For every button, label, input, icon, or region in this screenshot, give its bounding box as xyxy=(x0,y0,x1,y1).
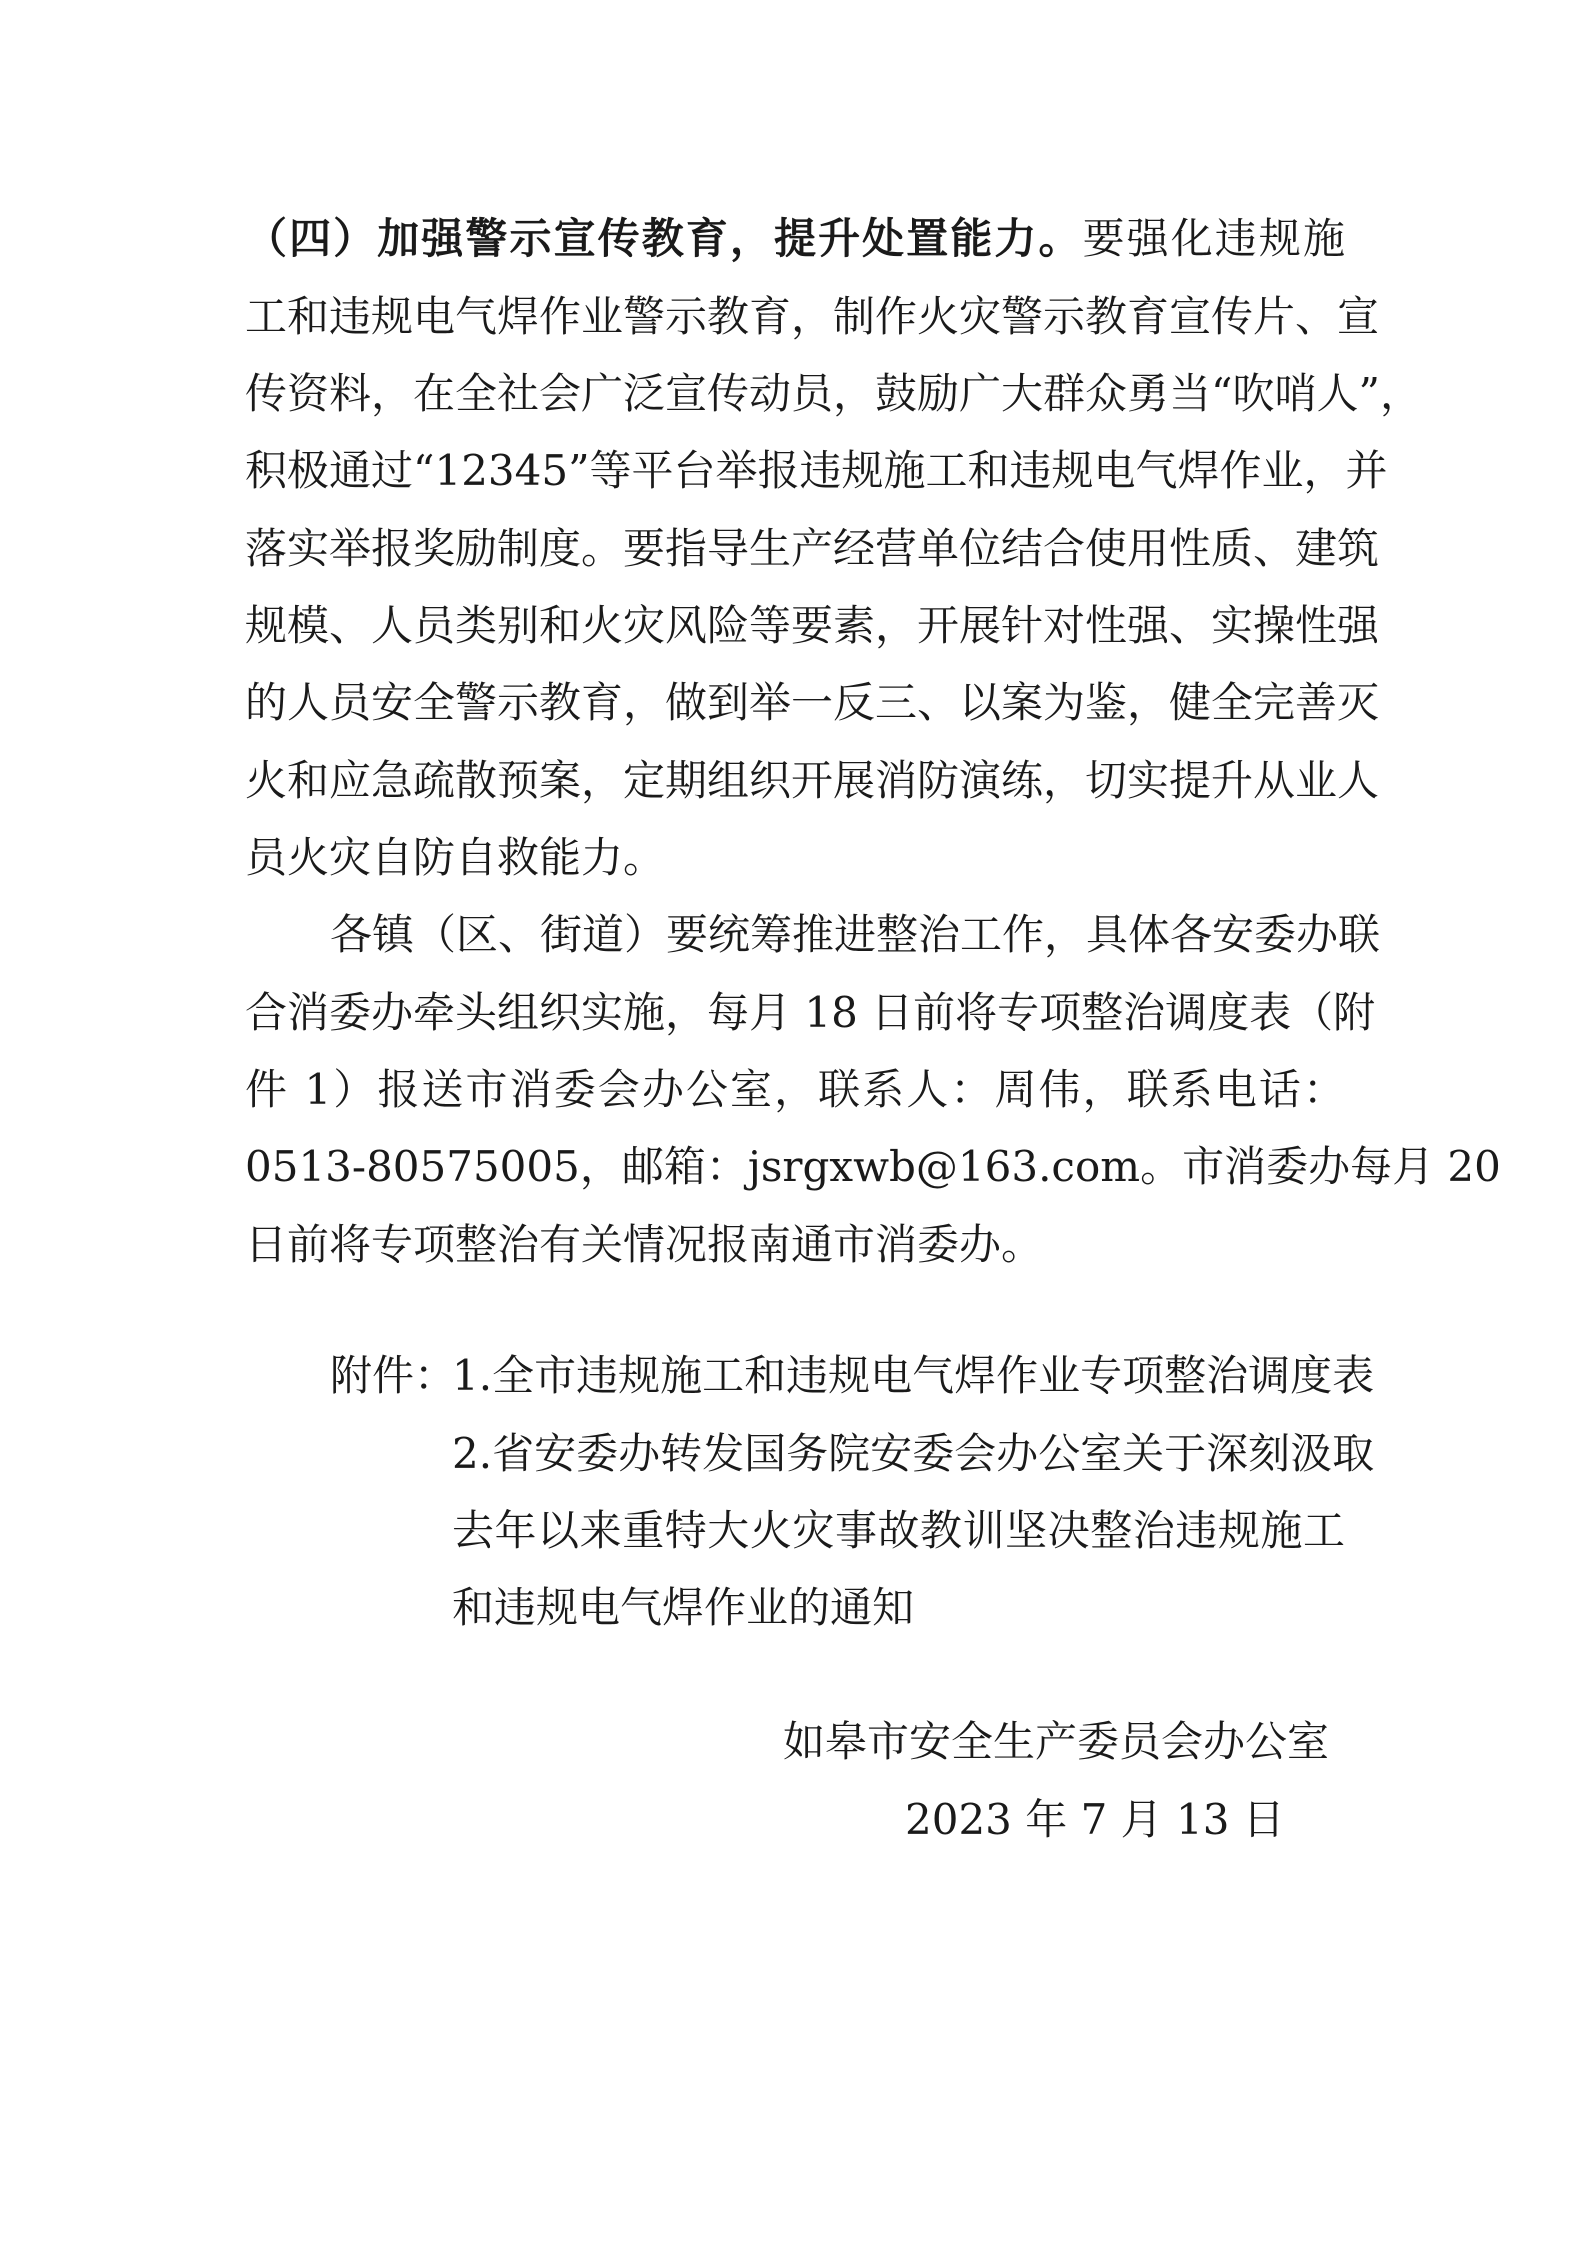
para5-line-4: 0513-80575005，邮箱：jsrgxwb@163.com。市消委办每月 20 xyxy=(245,1142,1501,1191)
para4-line-2: 工和违规电气焊作业警示教育，制作火灾警示教育宣传片、宣 xyxy=(245,292,1380,341)
para4-line-6: 规模、人员类别和火灾风险等要素，开展针对性强、实操性强 xyxy=(245,601,1380,650)
attachment-item-1: 1.全市违规施工和违规电气焊作业专项整治调度表 xyxy=(452,1351,1375,1400)
para4-line-7: 的人员安全警示教育，做到举一反三、以案为鉴，健全完善灭 xyxy=(245,678,1380,727)
para5-line-1: 各镇（区、街道）要统筹推进整治工作，具体各安委办联 xyxy=(330,910,1381,959)
para4-line-9: 员火灾自防自救能力。 xyxy=(245,833,666,882)
issuing-organization: 如皋市安全生产委员会办公室 xyxy=(783,1717,1330,1766)
attachment-item-2-line-1: 2.省安委办转发国务院安委会办公室关于深刻汲取 xyxy=(452,1429,1375,1478)
attachment-item-2-line-2: 去年以来重特大火灾事故教训坚决整治违规施工 xyxy=(452,1506,1345,1555)
para4-line-8: 火和应急疏散预案，定期组织开展消防演练，切实提升从业人 xyxy=(245,756,1380,805)
para5-line-3: 件 1）报送市消委会办公室，联系人：周伟，联系电话： xyxy=(245,1065,1345,1114)
para5-line-5: 日前将专项整治有关情况报南通市消委办。 xyxy=(245,1220,1044,1269)
attachments-label: 附件： xyxy=(330,1351,457,1400)
para4-line-1 xyxy=(245,214,1345,263)
para4-heading: （四）加强警示宣传教育，提升处置能力。 xyxy=(245,214,1083,263)
para4-line1-rest: 要强化违规施 xyxy=(1082,214,1345,263)
para4-line-5: 落实举报奖励制度。要指导生产经营单位结合使用性质、建筑 xyxy=(245,524,1380,573)
issue-date: 2023 年 7 月 13 日 xyxy=(905,1795,1285,1844)
para4-line-4: 积极通过“12345”等平台举报违规施工和违规电气焊作业，并 xyxy=(245,446,1388,495)
attachment-item-2-line-3: 和违规电气焊作业的通知 xyxy=(452,1583,915,1632)
para5-line-2: 合消委办牵头组织实施，每月 18 日前将专项整治调度表（附 xyxy=(245,988,1376,1037)
para4-line-3: 传资料，在全社会广泛宣传动员，鼓励广大群众勇当“吹哨人”， xyxy=(245,369,1422,418)
